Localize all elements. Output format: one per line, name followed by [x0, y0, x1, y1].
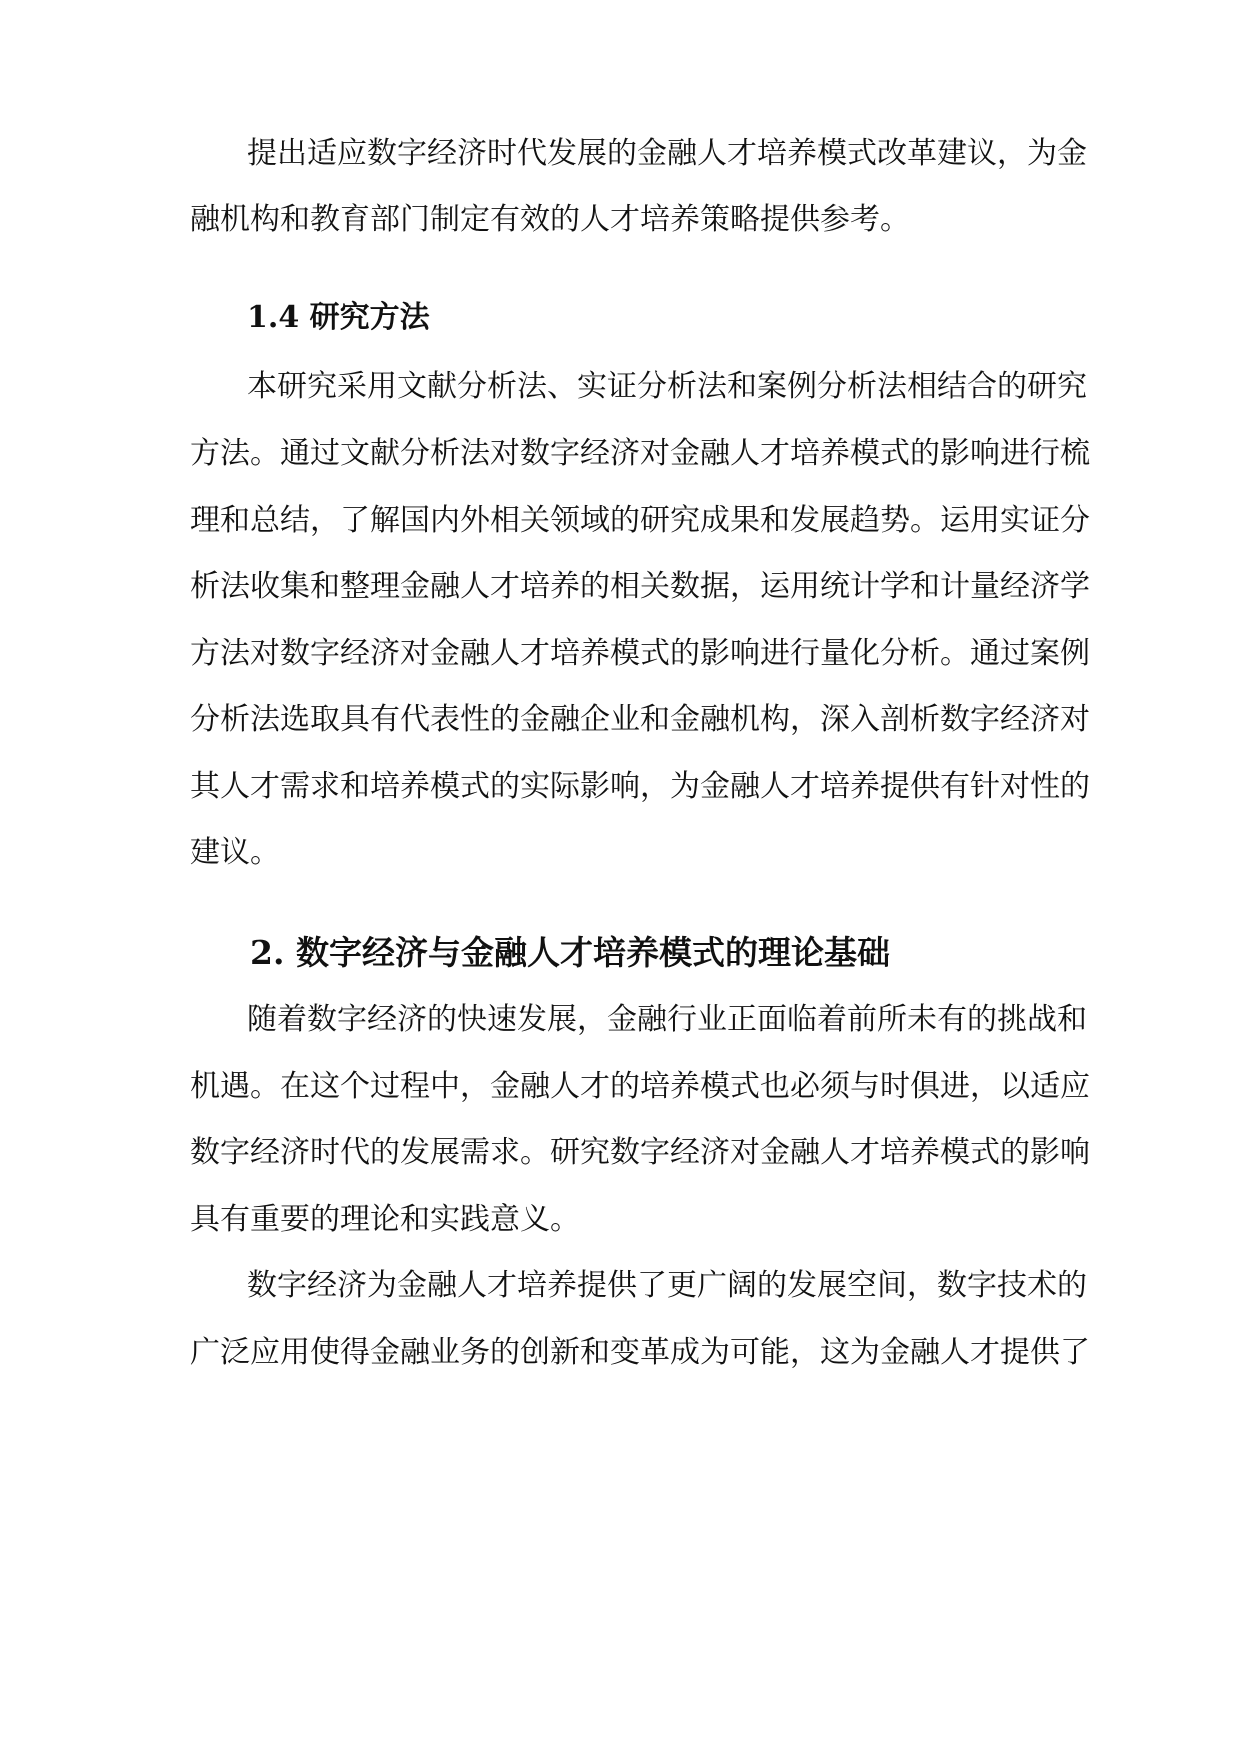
paragraph-line: 机遇。在这个过程中，金融人才的培养模式也必须与时俱进，以适应 [190, 1069, 1090, 1104]
paragraph-line: 建议。 [190, 835, 280, 870]
paragraph-line: 数字经济为金融人才培养提供了更广阔的发展空间，数字技术的 [247, 1268, 1087, 1303]
paragraph-line: 分析法选取具有代表性的金融企业和金融机构，深入剖析数字经济对 [190, 702, 1090, 737]
section-heading-2: 2. 数字经济与金融人才培养模式的理论基础 [250, 933, 890, 972]
paragraph-line: 析法收集和整理金融人才培养的相关数据，运用统计学和计量经济学 [190, 569, 1090, 604]
paragraph-line: 提出适应数字经济时代发展的金融人才培养模式改革建议，为金 [247, 136, 1087, 171]
paragraph-line: 方法。通过文献分析法对数字经济对金融人才培养模式的影响进行梳 [190, 436, 1090, 471]
paragraph-line: 方法对数字经济对金融人才培养模式的影响进行量化分析。通过案例 [190, 636, 1090, 671]
paragraph-line: 本研究采用文献分析法、实证分析法和案例分析法相结合的研究 [247, 369, 1087, 404]
section-heading-1-4: 1.4 研究方法 [247, 300, 430, 335]
paragraph-line: 广泛应用使得金融业务的创新和变革成为可能，这为金融人才提供了 [190, 1335, 1090, 1370]
paragraph-line: 理和总结，了解国内外相关领域的研究成果和发展趋势。运用实证分 [190, 503, 1090, 538]
paragraph-line: 数字经济时代的发展需求。研究数字经济对金融人才培养模式的影响 [190, 1135, 1090, 1170]
paragraph-line: 融机构和教育部门制定有效的人才培养策略提供参考。 [190, 202, 910, 237]
paragraph-line: 随着数字经济的快速发展，金融行业正面临着前所未有的挑战和 [247, 1002, 1087, 1037]
paragraph-line: 其人才需求和培养模式的实际影响，为金融人才培养提供有针对性的 [190, 769, 1090, 804]
paragraph-line: 具有重要的理论和实践意义。 [190, 1202, 580, 1237]
